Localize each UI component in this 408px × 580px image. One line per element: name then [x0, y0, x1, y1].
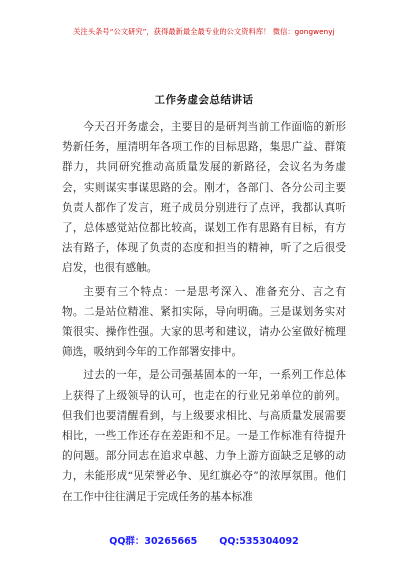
qq-group-number: QQ群：30265665: [109, 536, 198, 547]
qq-number: QQ:535304092: [219, 536, 299, 547]
paragraph-2: 主要有三个特点：一是思考深入、准备充分、言之有物。二是站位精准、紧扣实际，导向明确。三是谋划务实对策很实、操作性强。大家的思考和建议，请办公室做好梳理筛选，吸纳到今年的工作部署安排中。: [62, 285, 346, 359]
document-body: [62, 117, 346, 510]
header-banner: 关注头条号“公文研究”，获得最新最全最专业的公文资料库！ 微信：gongwenyj: [73, 27, 335, 36]
footer-banner: [0, 533, 408, 547]
paragraph-1: 今天召开务虚会，主要目的是研判当前工作面临的新形势新任务，厘清明年各项工作的目标思路，集思广益、群策群力，共同研究推动高质量发展的新路径，会议名为务虚会，实则谋实事谋思路的会。刚才，各部门、各分公司主要负责人都作了发言，班子成员分别进行了点评，我都认真听了，总体感觉站位都比较高，谋划工作有思路有目标，有方法有路子，体现了负责的态度和担当的精神，听了之后很受启发，也很有感触。: [62, 121, 346, 275]
document-title: 工作务虚会总结讲话: [154, 94, 254, 106]
paragraph-3: 过去的一年，是公司强基固本的一年，一系列工作总体上获得了上级领导的认可，也走在的行业兄弟单位的前列。但我们也要清醒看到，与上级要求相比、与高质量发展需要相比，一些工作还存在差距和不足。一是工作标准有待提升的问题。部分同志在追求卓越、力争上游方面缺乏足够的动力，未能形成“见荣誉必争、见红旗必夺”的浓厚氛围。他们在工作中往往满足于完成任务的基本标准: [62, 369, 346, 503]
